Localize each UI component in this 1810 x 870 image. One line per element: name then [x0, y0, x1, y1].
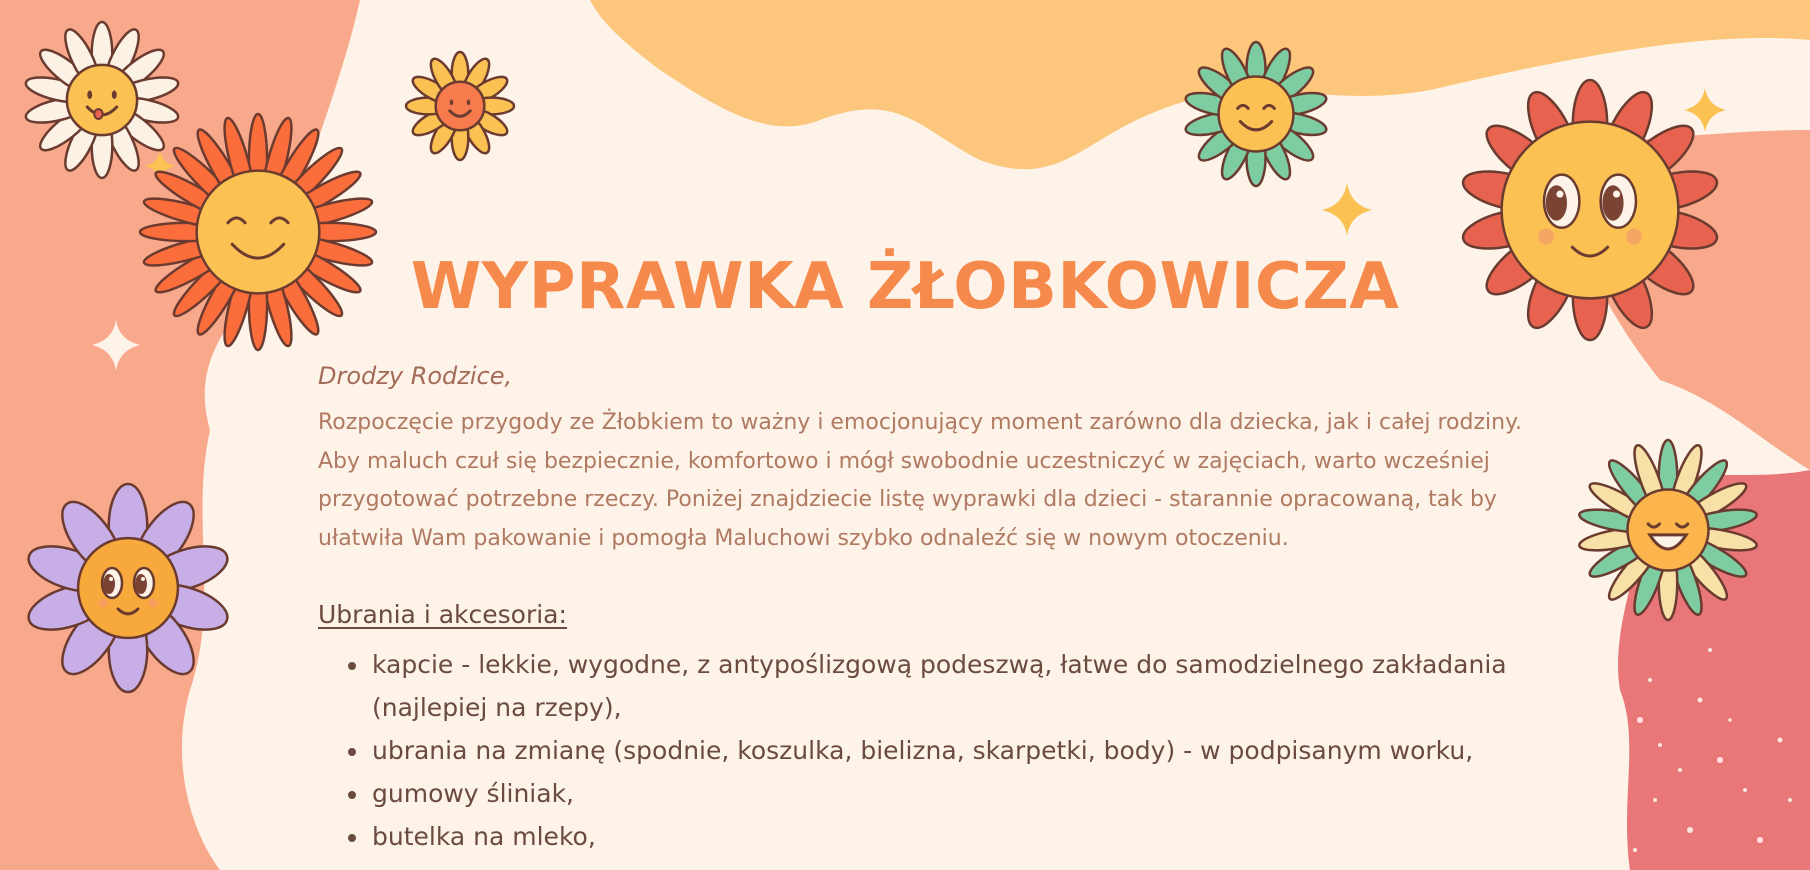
page-title: WYPRAWKA ŻŁOBKOWICZA: [410, 250, 1400, 324]
supply-list: [318, 643, 1610, 858]
list-item: • kapcie - lekkie, wygodne, z antypoślizgową podeszwą, łatwe do samodzielnego zakładania (najlepiej na rzepy),: [370, 643, 1610, 729]
flower-yellow-small-icon: [406, 52, 514, 160]
list-item: • butelka na mleko,: [370, 815, 1610, 858]
greeting: Drodzy Rodzice,: [318, 362, 513, 390]
intro-paragraph: Rozpoczęcie przygody ze Żłobkiem to ważny i emocjonujący moment zarówno dla dziecka, jak i całej rodziny. Aby maluch czuł się bezpiecznie, komfortowo i mógł swobodnie uczestniczyć w zajęciach, warto wcześniej przygotować potrzebne rzeczy. Poniżej znajdziecie listę wyprawki dla dzieci - starannie opracowaną, tak by ułatwiła Wam pakowanie i pomogła Maluchowi szybko odnaleźć się w nowym otoczeniu.: [318, 410, 1522, 551]
section-heading: Ubrania i akcesoria:: [318, 600, 567, 629]
list-item: • ubrania na zmianę (spodnie, koszulka, bielizna, skarpetki, body) - w podpisanym worku,: [370, 729, 1610, 772]
list-item: • gumowy śliniak,: [370, 772, 1610, 815]
